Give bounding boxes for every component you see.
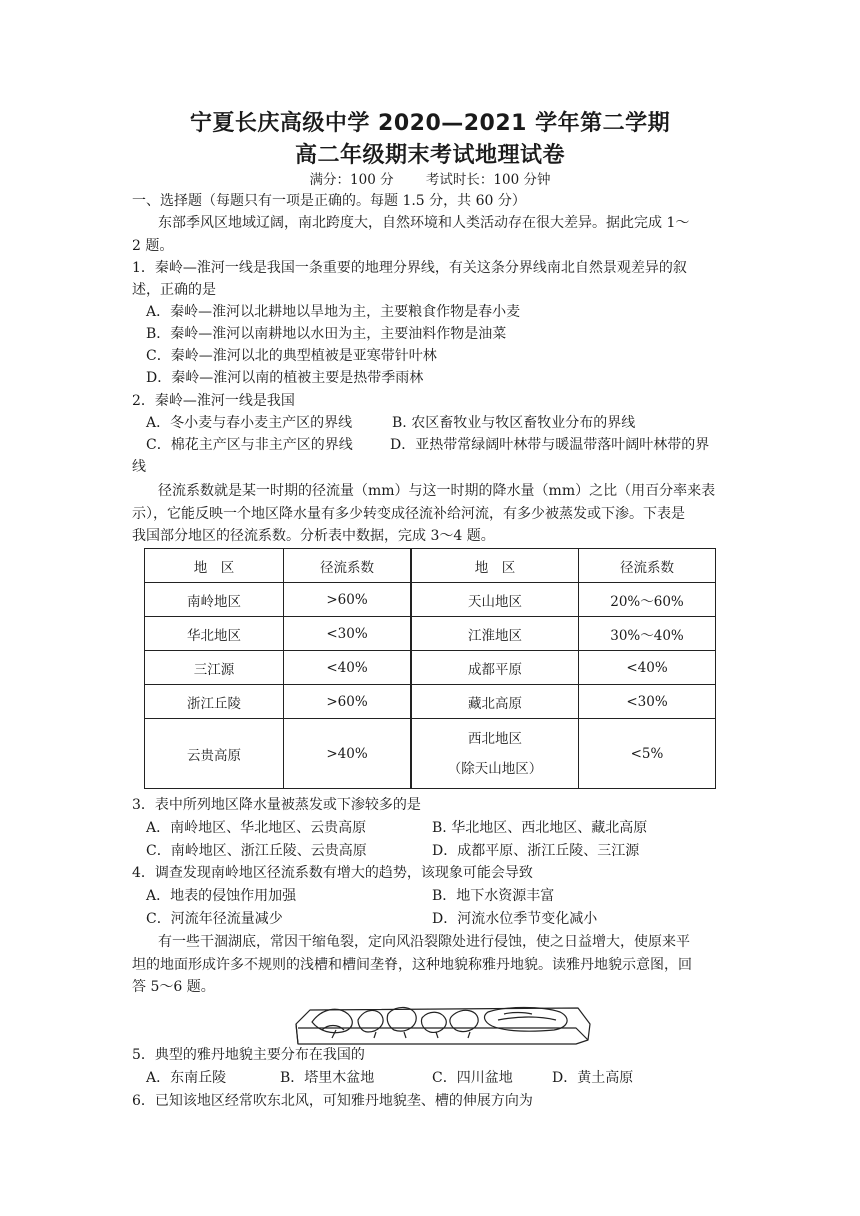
table-cell: 浙江丘陵: [145, 685, 284, 719]
table-cell: 20%～60%: [579, 583, 716, 617]
exam-duration: 考试时长：100 分钟: [425, 172, 551, 188]
q1-stem-line2: 述，正确的是: [132, 282, 216, 298]
table-cell: 30%～40%: [579, 617, 716, 651]
q1-option-d: D．秦岭—淮河以南的植被主要是热带季雨林: [146, 370, 424, 386]
table-cell: 南岭地区: [145, 583, 284, 617]
table-header-row: [145, 549, 716, 583]
section-heading: 一、选择题（每题只有一项是正确的。每题 1.5 分，共 60 分）: [132, 193, 526, 209]
q4-option-b: B．地下水资源丰富: [432, 888, 555, 904]
table-cell: 云贵高原: [145, 719, 284, 789]
q2-option-d-cont: 线: [132, 459, 146, 475]
table-cell: 藏北高原: [411, 685, 579, 719]
q4-option-c: C．河流年径流量减少: [146, 911, 283, 927]
q5-stem: 5．典型的雅丹地貌主要分布在我国的: [132, 1047, 365, 1063]
q3-option-c: C．南岭地区、浙江丘陵、云贵高原: [146, 843, 367, 859]
passage1-line2: 2 题。: [132, 238, 174, 254]
q2-option-b: B. 农区畜牧业与牧区畜牧业分布的界线: [392, 415, 636, 431]
table-cell: <30%: [579, 685, 716, 719]
passage1-line1: 东部季风区地域辽阔，南北跨度大，自然环境和人类活动存在很大差异。据此完成 1～: [158, 215, 690, 231]
passage3-line3: 答 5～6 题。: [132, 979, 215, 995]
passage3-line1: 有一些干涸湖底，常因干缩龟裂，定向风沿裂隙处进行侵蚀，使之日益增大，使原来平: [158, 934, 690, 950]
table-cell: >60%: [284, 583, 412, 617]
q5-option-d: D．黄土高原: [552, 1070, 634, 1086]
q3-option-d: D．成都平原、浙江丘陵、三江源: [432, 843, 640, 859]
table-row: [145, 719, 716, 789]
passage2-line3: 我国部分地区的径流系数。分析表中数据，完成 3～4 题。: [132, 528, 495, 544]
table-cell: <5%: [579, 719, 716, 789]
table-header-cell: 地 区: [411, 549, 579, 583]
table-cell: 成都平原: [411, 651, 579, 685]
table-row: [145, 685, 716, 719]
q2-option-d: D．亚热带常绿阔叶林带与暖温带落叶阔叶林带的界: [390, 437, 710, 453]
table-header-cell: 径流系数: [579, 549, 716, 583]
q1-option-a: A．秦岭—淮河以北耕地以旱地为主，主要粮食作物是春小麦: [146, 304, 521, 320]
q2-option-a: A．冬小麦与春小麦主产区的界线: [146, 415, 353, 431]
q6-stem: 6．已知该地区经常吹东北风，可知雅丹地貌垄、槽的伸展方向为: [132, 1093, 533, 1109]
q4-stem: 4．调查发现南岭地区径流系数有增大的趋势，该现象可能会导致: [132, 865, 533, 881]
table-cell: 天山地区: [411, 583, 579, 617]
q2-option-c: C．棉花主产区与非主产区的界线: [146, 437, 353, 453]
q1-option-b: B．秦岭—淮河以南耕地以水田为主，主要油料作物是油菜: [146, 326, 507, 342]
table-cell: >40%: [284, 719, 412, 789]
q5-option-c: C．四川盆地: [432, 1070, 513, 1086]
runoff-coefficient-table: [144, 548, 716, 789]
q3-option-a: A．南岭地区、华北地区、云贵高原: [146, 820, 367, 836]
passage3-line2: 坦的地面形成许多不规则的浅槽和槽间垄脊，这种地貌称雅丹地貌。读雅丹地貌示意图，回: [132, 957, 692, 973]
q5-option-b: B．塔里木盆地: [280, 1070, 375, 1086]
q4-option-a: A．地表的侵蚀作用加强: [146, 888, 297, 904]
table-cell-note: （除天山地区）: [447, 760, 543, 777]
full-score: 满分：100 分: [309, 172, 394, 188]
q3-option-b: B. 华北地区、西北地区、藏北高原: [432, 820, 648, 836]
table-header-cell: 地 区: [145, 549, 284, 583]
yardang-landform-diagram: [292, 994, 594, 1046]
table-cell: <40%: [579, 651, 716, 685]
table-cell-region: 西北地区: [468, 730, 522, 747]
table-cell: 华北地区: [145, 617, 284, 651]
table-header-cell: 径流系数: [284, 549, 412, 583]
table-row: [145, 651, 716, 685]
passage2-line1: 径流系数就是某一时期的径流量（mm）与这一时期的降水量（mm）之比（用百分率来表: [158, 483, 716, 499]
table-row: [145, 617, 716, 651]
q5-option-a: A．东南丘陵: [146, 1070, 227, 1086]
table-cell: 三江源: [145, 651, 284, 685]
table-row: [145, 583, 716, 617]
table-cell: [411, 719, 579, 789]
exam-title-line1: 宁夏长庆高级中学 2020—2021 学年第二学期: [189, 111, 671, 136]
exam-meta: [0, 168, 860, 188]
q1-stem-line1: 1．秦岭—淮河一线是我国一条重要的地理分界线，有关这条分界线南北自然景观差异的叙: [132, 260, 687, 276]
table-cell: <40%: [284, 651, 412, 685]
table-cell: <30%: [284, 617, 412, 651]
table-cell: 江淮地区: [411, 617, 579, 651]
table-cell: >60%: [284, 685, 412, 719]
passage2-line2: 示），它能反映一个地区降水量有多少转变成径流补给河流，有多少被蒸发或下渗。下表是: [132, 506, 685, 522]
q4-option-d: D．河流水位季节变化减小: [432, 911, 598, 927]
q2-stem: 2．秦岭—淮河一线是我国: [132, 393, 295, 409]
q3-stem: 3．表中所列地区降水量被蒸发或下渗较多的是: [132, 797, 421, 813]
exam-title-line2: 高二年级期末考试地理试卷: [294, 143, 565, 168]
q1-option-c: C．秦岭—淮河以北的典型植被是亚寒带针叶林: [146, 348, 437, 364]
